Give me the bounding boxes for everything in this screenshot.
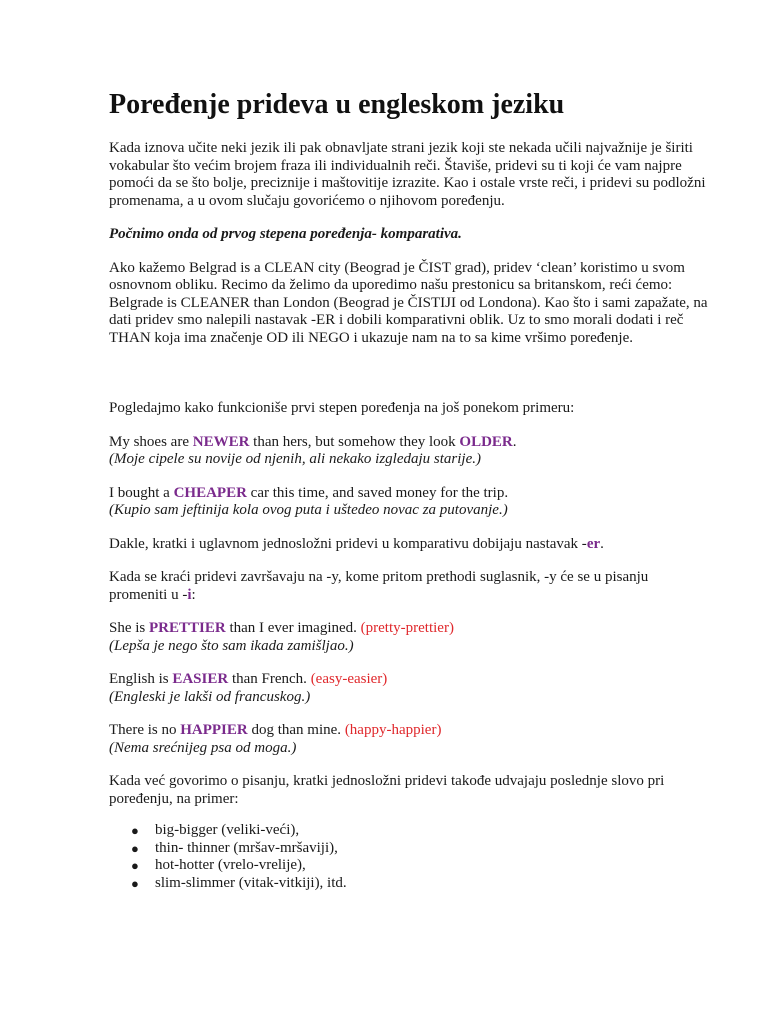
rule-text: Dakle, kratki i uglavnom jednosložni pridevi u komparativu dobijaju nastavak - xyxy=(109,535,587,552)
list-item-text: big-bigger (veliki-veći), xyxy=(155,822,300,838)
rule-text: Kada se kraći pridevi završavaju na -y, kome pritom prethodi suglasnik, -y će se u pisanju promeniti u - xyxy=(109,569,649,603)
examples-list xyxy=(109,822,709,892)
examples-lead: Pogledajmo kako funkcioniše prvi stepen poređenja na još ponekom primeru: xyxy=(109,400,575,416)
form-note: (pretty-prettier) xyxy=(360,620,454,636)
rule-text: : xyxy=(191,586,196,603)
keyword: HAPPIER xyxy=(180,722,248,738)
rule-double-consonant: Kada već govorimo o pisanju, kratki jednosložni pridevi takođe udvajaju poslednje slovo pri poređenju, na primer: xyxy=(109,773,665,807)
example-text: My shoes are xyxy=(109,433,193,450)
form-note: (easy-easier) xyxy=(310,671,388,687)
example-translation: (Engleski je lakši od francuskog.) xyxy=(109,688,311,705)
example-text: dog than mine. xyxy=(247,722,345,738)
example-cheaper xyxy=(109,485,709,520)
example-translation: (Lepša je nego što sam ikada zamišljao.) xyxy=(109,637,354,654)
bullet-icon: ● xyxy=(131,840,139,856)
keyword: OLDER xyxy=(459,433,513,450)
example-text: than hers, but somehow they look xyxy=(249,433,460,450)
rule-text: . xyxy=(600,535,604,552)
keyword: EASIER xyxy=(172,671,229,687)
list-item xyxy=(109,875,709,893)
example-text: than I ever imagined. xyxy=(225,620,361,636)
list-item-text: thin- thinner (mršav-mršaviji), xyxy=(155,839,338,856)
example-translation: (Moje cipele su novije od njenih, ali nekako izgledaju starije.) xyxy=(109,451,481,467)
example-newer-older xyxy=(109,434,709,469)
example-prettier xyxy=(109,620,709,655)
list-item xyxy=(109,822,709,840)
section-subheading: Počnimo onda od prvog stepena poređenja- komparativa. xyxy=(109,226,462,242)
keyword: CHEAPER xyxy=(173,484,247,501)
list-item-text: hot-hotter (vrelo-vrelije), xyxy=(155,857,306,873)
keyword: PRETTIER xyxy=(149,620,226,636)
form-note: (happy-happier) xyxy=(344,722,442,738)
list-item xyxy=(109,840,709,858)
rule-y-to-i xyxy=(109,569,709,604)
example-translation: (Kupio sam jeftinija kola ovog puta i uštedeo novac za putovanje.) xyxy=(109,502,508,518)
example-text: I bought a xyxy=(109,484,174,501)
example-text: . xyxy=(512,433,517,450)
example-text: car this time, and saved money for the trip. xyxy=(246,484,509,501)
example-text: There is no xyxy=(109,722,181,738)
list-item xyxy=(109,857,709,875)
intro-paragraph: Kada iznova učite neki jezik ili pak obnavljate strani jezik koji ste nekada učili najvažnije je širiti vokabular što većim brojem fraza ili individualnih reči. Štaviše, pridevi su ti koji će vam najpre pomoći da se što bolje, preciznije i maštovitije izrazite. Kao i ostale vrste reči, i pridevi su podložni promenama, a u ovom slučaju govorićemo o njihovom poređenju. xyxy=(109,140,706,209)
example-text: than French. xyxy=(228,671,311,687)
rule-er-suffix xyxy=(109,536,709,554)
bullet-icon: ● xyxy=(131,823,139,838)
example-text: English is xyxy=(109,671,173,687)
explanation-paragraph: Ako kažemo Belgrad is a CLEAN city (Beograd je ČIST grad), pridev ‘clean’ koristimo u svom osnovnom obliku. Recimo da želimo da uporedimo našu prestonicu sa britanskom, reći ćemo: Belgrade is CLEANER than London (Beograd je ČISTIJI od Londona). Kao što i sami zapažate, na dati pridev smo nalepili nastavak -ER i dobili komparativni oblik. Uz to smo morali dodati i reč THAN koja ima značenje OD ili NEGO i ukazuje nam na to sa kime vršimo poređenje. xyxy=(109,259,708,346)
keyword: er xyxy=(586,535,601,552)
document-content xyxy=(109,88,709,892)
list-item-text: slim-slimmer (vitak-vitkiji), itd. xyxy=(155,874,347,891)
example-translation: (Nema srećnijeg psa od moga.) xyxy=(109,739,297,756)
example-happier xyxy=(109,722,709,757)
bullet-icon: ● xyxy=(131,858,139,873)
example-easier xyxy=(109,671,709,706)
keyword: i xyxy=(187,586,192,603)
example-text: She is xyxy=(109,620,150,636)
keyword: NEWER xyxy=(192,433,250,450)
bullet-icon: ● xyxy=(131,875,139,891)
page-title: Poređenje prideva u engleskom jeziku xyxy=(109,89,565,120)
